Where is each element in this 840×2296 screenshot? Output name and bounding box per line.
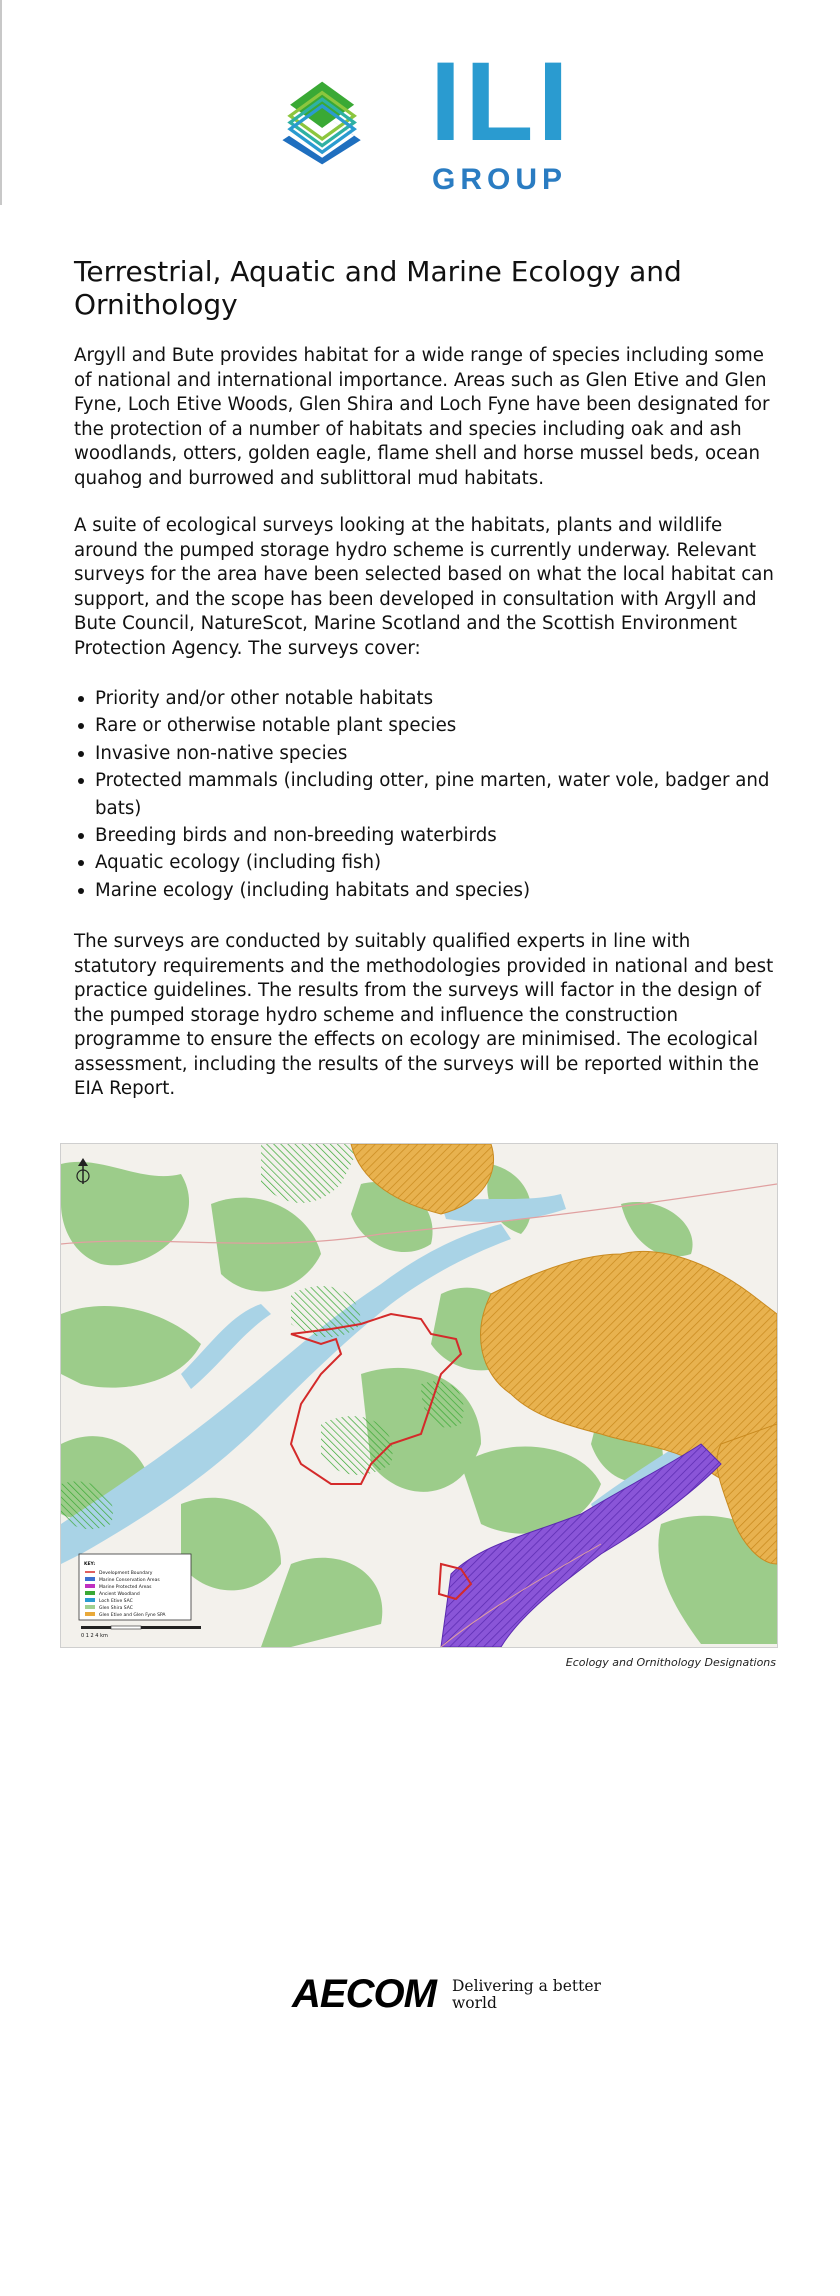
list-item: Aquatic ecology (including fish) <box>74 849 774 876</box>
survey-list <box>74 685 774 904</box>
legend-item-label: Glen Shira SAC <box>99 1606 133 1611</box>
designations-map <box>60 1143 778 1648</box>
legend-item-label: Marine Conservation Areas <box>99 1578 160 1583</box>
aecom-tagline: Delivering a better world <box>452 1977 601 2012</box>
list-item: Priority and/or other notable habitats <box>74 685 774 712</box>
legend-item-label: Glen Etive and Glen Fyne SPA <box>99 1613 166 1618</box>
list-item: Rare or otherwise notable plant species <box>74 712 774 739</box>
surveys-paragraph: A suite of ecological surveys looking at the habitats, plants and wildlife around the pumped storage hydro scheme is currently underway. Relevant surveys for the area have been selected based on what the local habitat can support, and the scope has been developed in consultation with Argyll and Bute Council, NatureScot, Marine Scotland and the Scottish Environment Protection Agency. The surveys cover: <box>74 515 774 659</box>
page-title: Terrestrial, Aquatic and Marine Ecology and Ornithology <box>74 255 682 321</box>
scale-label: 0 1 2 4 km <box>81 1633 108 1639</box>
logo-subtitle: GROUP <box>432 163 568 196</box>
conclusion-paragraph: The surveys are conducted by suitably qualified experts in line with statutory requirements and the methodologies provided in national and best practice guidelines. The results from the surveys will factor in the design of the pumped storage hydro scheme and influence the construction programme to ensure the effects on ecology are minimised. The ecological assessment, including the results of the surveys will be reported within the EIA Report. <box>74 931 774 1099</box>
list-item: Protected mammals (including otter, pine marten, water vole, badger and bats) <box>74 767 774 822</box>
list-item: Breeding birds and non-breeding waterbirds <box>74 822 774 849</box>
legend-item-label: Development Boundary <box>99 1571 153 1576</box>
logo-wordmark: ILI <box>430 39 573 164</box>
ili-logo-icon <box>278 48 438 198</box>
list-item: Marine ecology (including habitats and species) <box>74 877 774 904</box>
intro-paragraph: Argyll and Bute provides habitat for a wide range of species including some of national and international importance. Areas such as Glen Etive and Glen Fyne, Loch Etive Woods, Glen Shira and Loch Fyne have been designated for the protection of a number of habitats and species including oak and ash woodlands, otters, golden eagle, flame shell and horse mussel beds, ocean quahog and burrowed and sublittoral mud habitats. <box>74 345 770 489</box>
legend-item-label: Ancient Woodland <box>99 1592 140 1597</box>
legend-item-label: Loch Etive SAC <box>99 1599 133 1604</box>
legend-item-label: Marine Protected Areas <box>99 1585 152 1590</box>
aecom-logo: AECOM <box>292 1972 436 2016</box>
map-caption: Ecology and Ornithology Designations <box>565 1656 776 1669</box>
list-item: Invasive non-native species <box>74 740 774 767</box>
map-graphic <box>61 1144 777 1647</box>
legend-title: KEY: <box>84 1562 96 1567</box>
page-edge-line <box>0 0 2 205</box>
